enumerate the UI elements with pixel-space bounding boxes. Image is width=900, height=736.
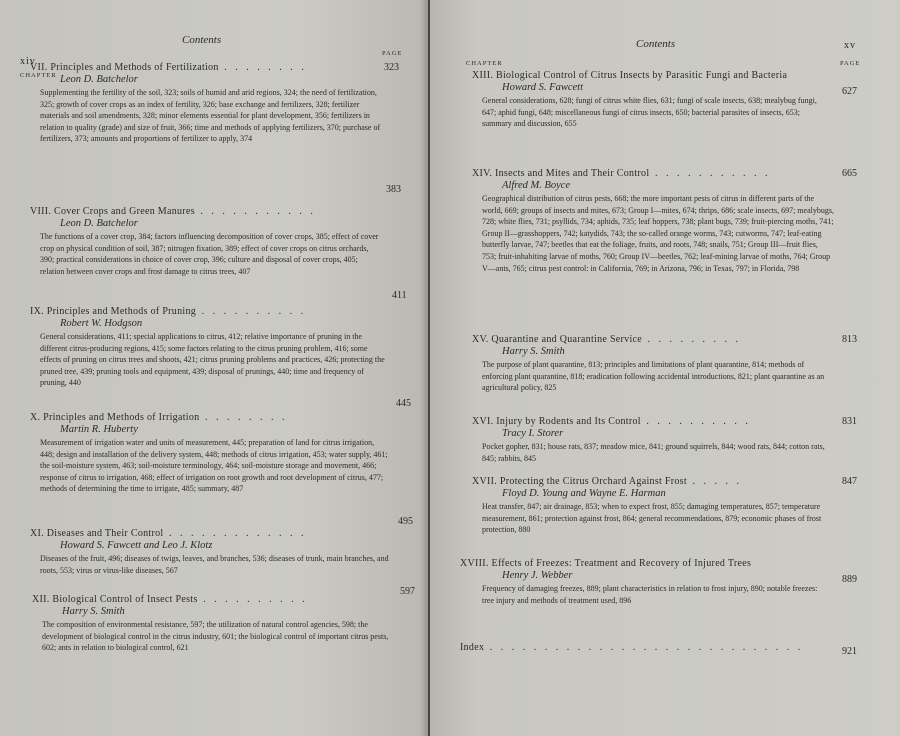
chapter-entry-viii[interactable]: [30, 206, 382, 277]
left-running-head: Contents: [182, 34, 222, 46]
chapter-entry-ix[interactable]: [30, 306, 390, 389]
chapter-description: Measurement of irrigation water and units of measurement, 445; preparation of land for citrus irrigation, 448; design and installation of the delivery system, 448; methods of citrus irrigation, 453; water supply, 461; the soil-moisture system, 463; soil-moisture terminology, 464; soil-moisture storage and movement, 466; response of citrus to irrigation, 468; effect of irrigation on root growth and root development of citrus, 477; methods of determining the time to irrigate, 485; summary, 487: [40, 438, 388, 494]
chapter-description: Geographical distribution of citrus pests, 668; the more important pests of citrus in different parts of the world, 669; groups of insects and mites, 673; Group I—mites, 674; thrips, 686; scale insects, 697; mealybugs, 728; white flies, 731; psyllids, 734; aphids, 735; leaf hoppers, 738; plant bugs, 739; fruit-piercing moths, 741; Group II—grasshoppers, 742; katydids, 743; the so-called orange worms, 743; cutworms, 747; leaf-eating butterfly larvae, 747; beetles that eat the foliage, fruits, and roots, 748; snails, 751; Group III—fruit flies, 753; fruit-inhabiting larvae of moths, 760; Group IV—beetles, 762; leaf-mining larvae of moths, 764; Group V—ants, 765; citrus pest control: in California, 769; in Arizona, 796; in Texas, 797; in Florida, 798: [482, 194, 834, 273]
chapter-page-ref: 597: [400, 586, 415, 597]
index-entry[interactable]: [460, 642, 830, 653]
chapter-author: Martin R. Huberty: [60, 424, 138, 435]
right-running-head: Contents: [636, 38, 676, 50]
left-page: [0, 0, 428, 736]
left-page-label: PAGE: [382, 50, 403, 57]
chapter-entry-xiii[interactable]: [472, 70, 830, 130]
chapter-description: General considerations, 628; fungi of citrus white flies, 631; fungi of scale insects, 638; mealybug fungi, 647; aphid fungi, 648; miscellaneous fungi of citrus insects, 650; bacterial parasites of insects, 653; summary and discussion, 655: [482, 96, 817, 129]
chapter-page-ref: 495: [398, 516, 413, 527]
index-page-ref: 921: [842, 646, 857, 657]
chapter-author: Floyd D. Young and Wayne E. Harman: [502, 488, 666, 499]
chapter-page-ref: 813: [842, 334, 857, 345]
chapter-entry-x[interactable]: [30, 412, 390, 495]
chapter-author: Tracy I. Storer: [502, 428, 564, 439]
chapter-description: The composition of environmental resistance, 597; the utilization of natural control agencies, 598; the development of biological control in the citrus industry, 601; the biological control of important citrus pests, 602; ants in relation to biological control, 621: [42, 620, 389, 653]
chapter-entry-xvi[interactable]: [472, 416, 834, 464]
chapter-description: General considerations, 411; special applications to citrus, 412; relative importance of pruning in the different citrus-producing regions, 415; some factors relating to the citrus pruning problem, 416; some effects of pruning on citrus trees and shoots, 421; citrus pruning problems and practices, 426; protecting the pruned tree, 439; pruning tools and equipment, 439; disposal of prunings, 440; time and frequency of pruning, 440: [40, 332, 385, 388]
chapter-title: XI. Diseases and Their Control . . . . . . . . . . . . .: [30, 528, 307, 539]
chapter-title: XVII. Protecting the Citrus Orchard Against Frost . . . . .: [472, 476, 742, 487]
chapter-description: Pocket gopher, 831; house rats, 837; meadow mice, 841; ground squirrels, 844; wood rats, 844; cotton rats, 845; rabbits, 845: [482, 442, 825, 463]
chapter-author: Howard S. Fawcett and Leo J. Klotz: [60, 540, 213, 551]
chapter-title: XVI. Injury by Rodents and Its Control . . . . . . . . . .: [472, 416, 751, 427]
chapter-title: XIII. Biological Control of Citrus Insects by Parasitic Fungi and Bacteria: [472, 70, 788, 81]
chapter-author: Harry S. Smith: [502, 346, 565, 357]
chapter-page-ref: 847: [842, 476, 857, 487]
chapter-author: Leon D. Batchelor: [60, 74, 138, 85]
chapter-page-ref: 889: [842, 574, 857, 585]
chapter-title: XVIII. Effects of Freezes: Treatment and Recovery of Injured Trees: [460, 558, 752, 569]
chapter-description: Frequency of damaging freezes, 889; plant characteristics in relation to frost injury, 890; notable freezes: tree injury and methods of treatment used, 896: [482, 584, 818, 605]
chapter-description: The functions of a cover crop, 384; factors influencing decomposition of cover crops, 385; effect of cover crop on physical condition of soil, 387; nitrogen fixation, 389; effect of cover crops on citrus orchards, 390; practical considerations in choice of cover crop, 396; culture and disposal of cover crops, 405; relation between cover crops and frost damage to citrus trees, 407: [40, 232, 379, 276]
chapter-description: Diseases of the fruit, 496; diseases of twigs, leaves, and branches, 536; diseases of trunk, main branches, and roots, 553; virus or virus-like diseases, 567: [40, 554, 389, 575]
chapter-author: Alfred M. Boyce: [502, 180, 571, 191]
chapter-entry-xviii[interactable]: [460, 558, 830, 606]
chapter-page-ref: 665: [842, 168, 857, 179]
chapter-title: IX. Principles and Methods of Pruning . . . . . . . . . .: [30, 306, 307, 317]
chapter-title: X. Principles and Methods of Irrigation . . . . . . . .: [30, 412, 288, 423]
right-page-number: xv: [844, 40, 856, 51]
chapter-entry-xvii[interactable]: [472, 476, 834, 536]
chapter-title: VIII. Cover Crops and Green Manures . . . . . . . . . . .: [30, 206, 316, 217]
chapter-entry-xii[interactable]: [32, 594, 394, 654]
chapter-author: Harry S. Smith: [62, 606, 125, 617]
left-page-number: xiv: [20, 56, 36, 67]
chapter-author: Leon D. Batchelor: [60, 218, 138, 229]
right-chapter-label: CHAPTER: [466, 60, 503, 67]
chapter-title: XV. Quarantine and Quarantine Service . . . . . . . . .: [472, 334, 742, 345]
index-title: Index . . . . . . . . . . . . . . . . . . . . . . . . . . . . .: [460, 642, 804, 653]
chapter-title: XIV. Insects and Mites and Their Control . . . . . . . . . . .: [472, 168, 771, 179]
right-page-label: PAGE: [840, 60, 861, 67]
chapter-page-ref: 445: [396, 398, 411, 409]
chapter-description: The purpose of plant quarantine, 813; principles and limitations of plant quarantine, 814; methods of enforcing plant quarantine, 818; eradication following accidental introductions, 821; plant quarantine as an agricultural policy, 825: [482, 360, 825, 393]
right-page: [430, 0, 900, 736]
chapter-page-ref: 383: [386, 184, 401, 195]
chapter-author: Howard S. Fawcett: [502, 82, 583, 93]
chapter-page-ref: 627: [842, 86, 857, 97]
chapter-title: XII. Biological Control of Insect Pests . . . . . . . . . .: [32, 594, 308, 605]
chapter-description: Supplementing the fertility of the soil, 323; soils of humid and arid regions, 324; the need of fertilization, 325; growth of cover crops as an index of fertility, 326; base exchange and fertilizers, 328; fertilizer materials and soil amendments, 328; minor elements essential for plant development, 356; fertilizers in relation to quality (grade) and size of fruit, 366; time and methods of applying fertilizers, 370; purchase of fertilizers, 373; amounts and proportions of fertilizer to apply, 374: [40, 88, 381, 144]
chapter-author: Henry J. Webber: [502, 570, 573, 581]
chapter-title: VII. Principles and Methods of Fertilization . . . . . . . .: [30, 62, 307, 73]
chapter-entry-xv[interactable]: [472, 334, 834, 394]
left-chapter-label: CHAPTER: [20, 72, 57, 79]
chapter-entry-xi[interactable]: [30, 528, 392, 576]
chapter-entry-xiv[interactable]: [472, 168, 834, 274]
chapter-page-ref: 831: [842, 416, 857, 427]
chapter-author: Robert W. Hodgson: [60, 318, 143, 329]
chapter-description: Heat transfer, 847; air drainage, 853; when to expect frost, 855; damaging temperatures, 857; temperature measurement, 861; protection against frost, 864; general recommendations, 879; economic phases of frost protection, 880: [482, 502, 822, 535]
chapter-page-ref: 411: [392, 290, 407, 301]
chapter-entry-vii[interactable]: [30, 62, 382, 145]
chapter-page-ref: 323: [384, 62, 399, 73]
